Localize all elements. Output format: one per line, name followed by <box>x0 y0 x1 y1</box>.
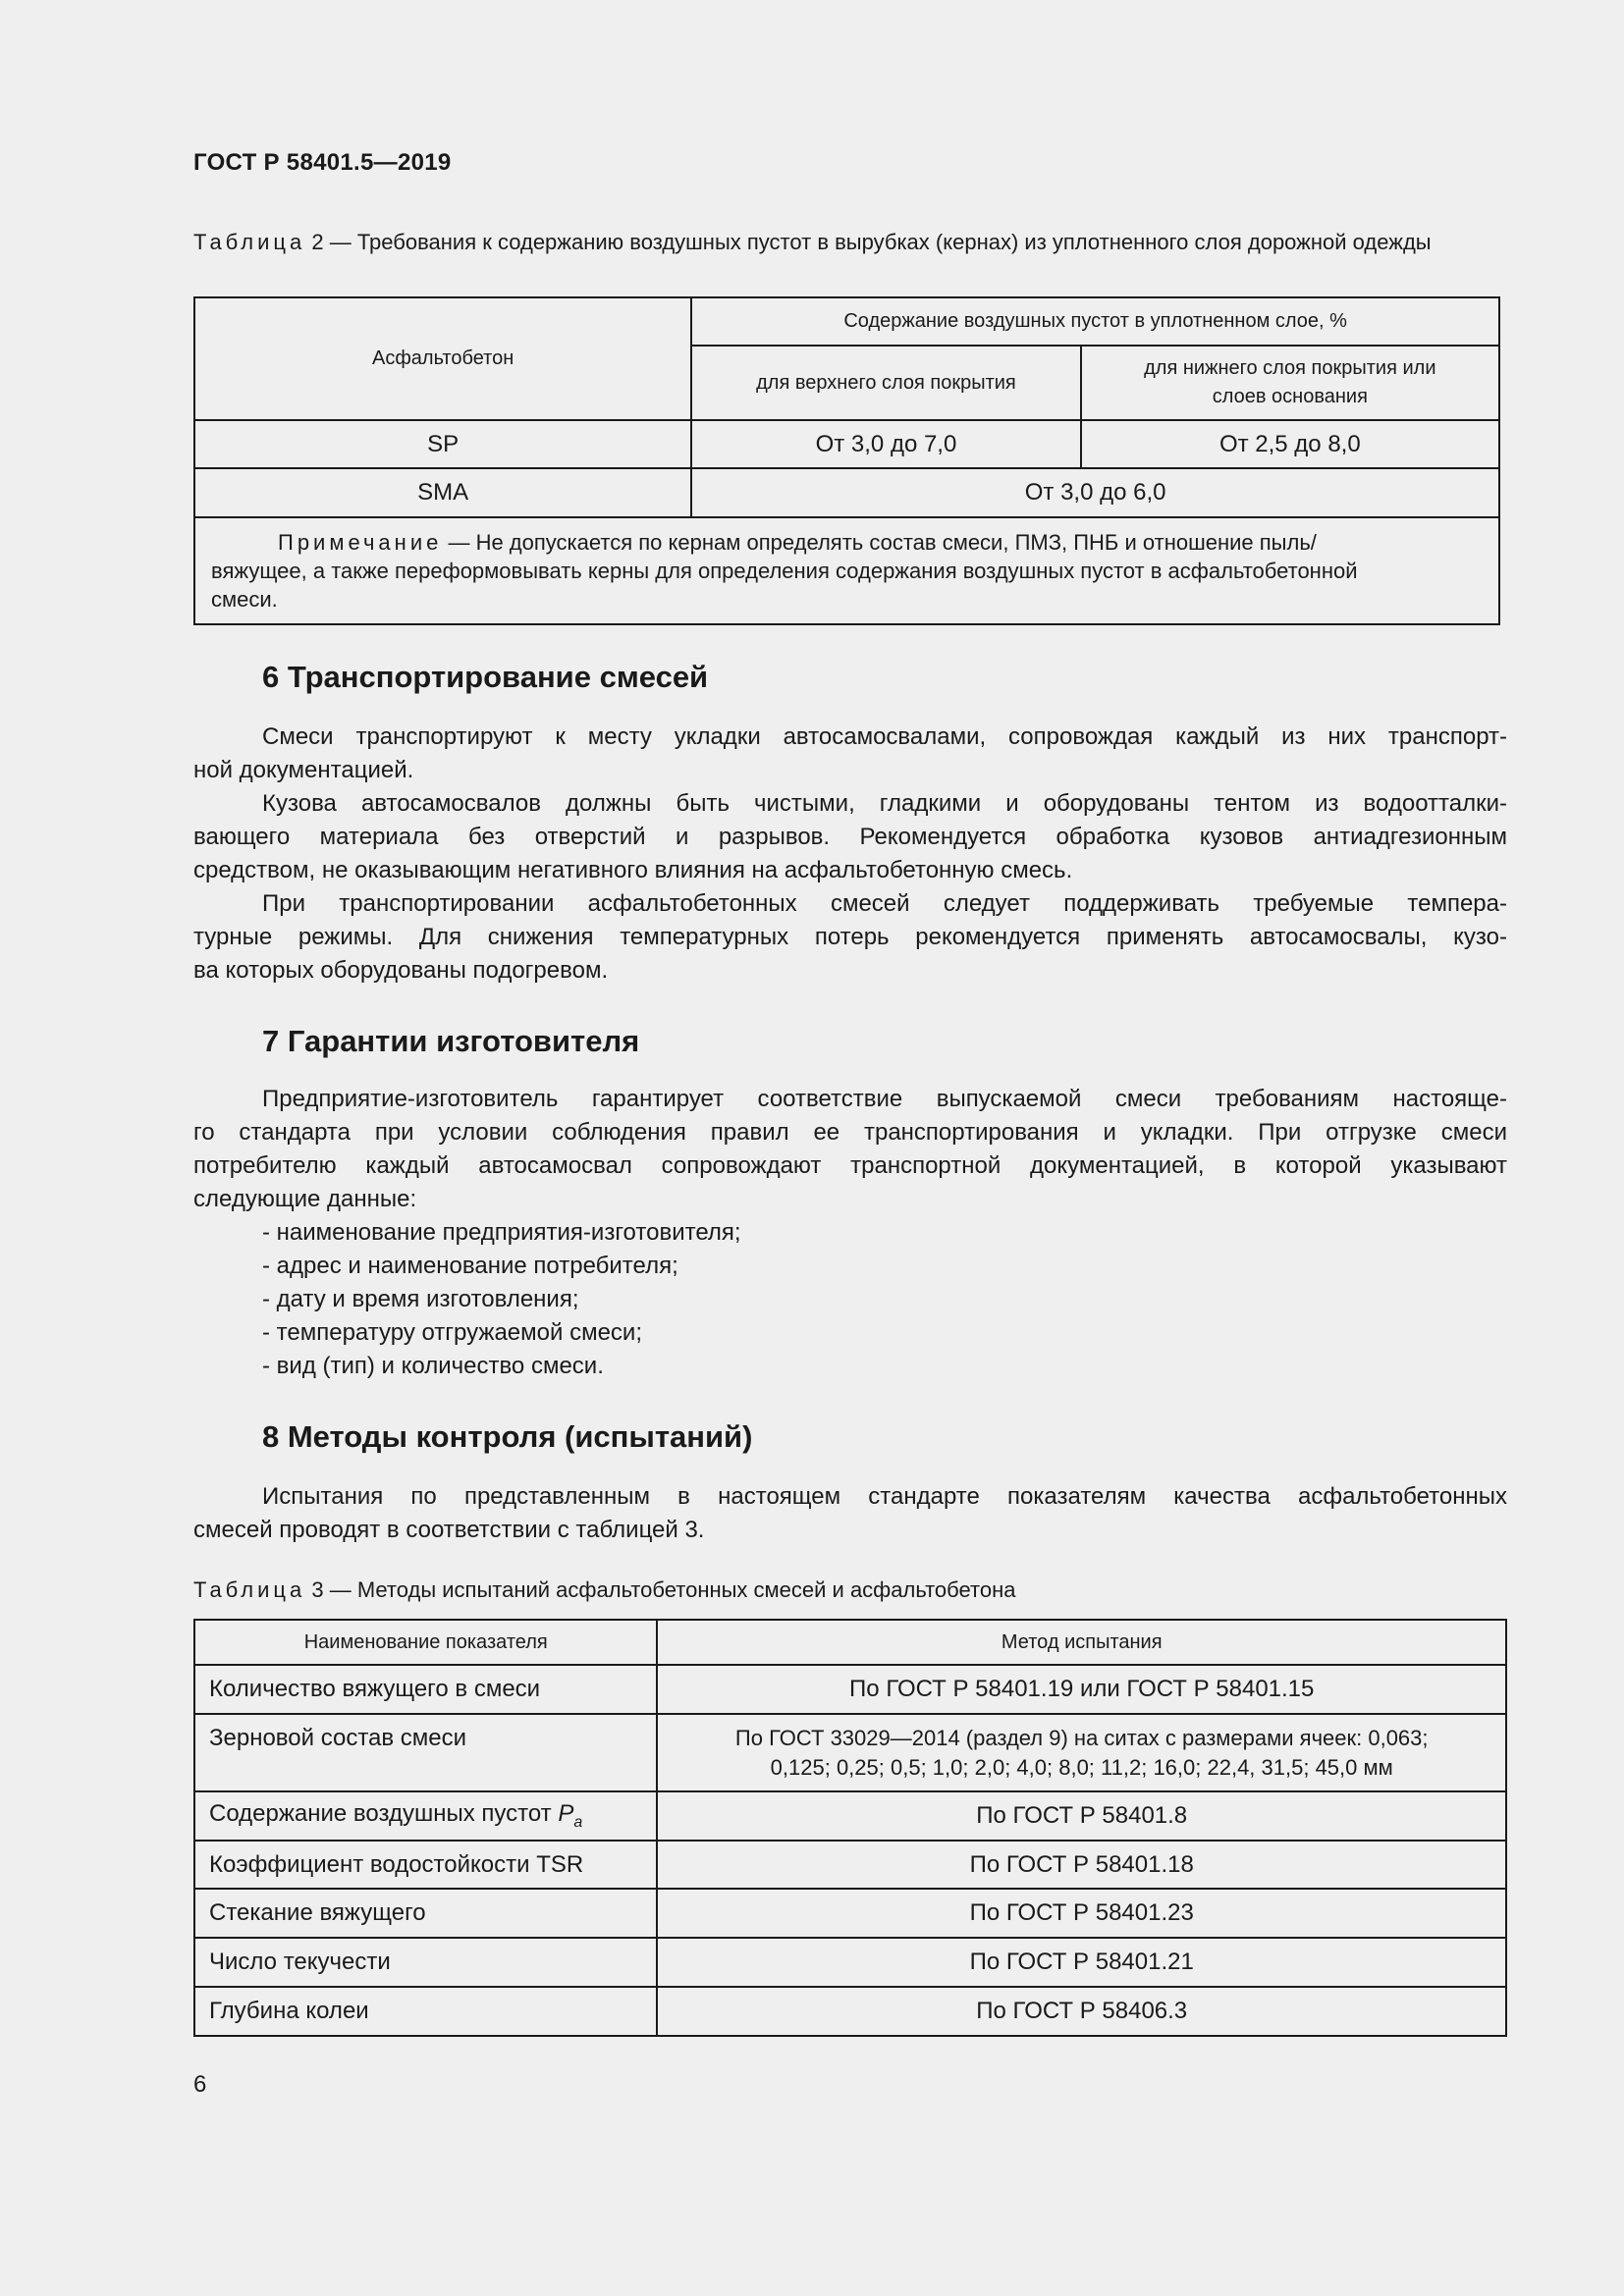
table3-cell-name: Стекание вяжущего <box>194 1889 657 1938</box>
table3 <box>193 1619 1507 2037</box>
table3-cell-method: По ГОСТ Р 58406.3 <box>657 1987 1506 2036</box>
table-row <box>194 1987 1506 2036</box>
table3-cell-method: По ГОСТ Р 58401.18 <box>657 1841 1506 1889</box>
table2-caption-prefix: Таблица <box>193 230 306 254</box>
table-row <box>194 468 1499 517</box>
paragraph-line: вающего материала без отверстий и разрывов. Рекомендуется обработка кузовов антиадгезионным <box>193 824 1507 850</box>
table3-header-method: Метод испытания <box>657 1620 1506 1665</box>
paragraph-line: следующие данные: <box>193 1186 417 1212</box>
table2 <box>193 296 1500 625</box>
table3-cell-method: По ГОСТ Р 58401.19 или ГОСТ Р 58401.15 <box>657 1665 1506 1714</box>
table2-cell-top: От 3,0 до 7,0 <box>691 420 1080 468</box>
table-row <box>194 1889 1506 1938</box>
table3-cell-method-line2: 0,125; 0,25; 0,5; 1,0; 2,0; 4,0; 8,0; 11,2; 16,0; 22,4, 31,5; 45,0 мм <box>770 1754 1393 1780</box>
paragraph-line: потребителю каждый автосамосвал сопровождают транспортной документацией, в которой указывают <box>193 1152 1507 1179</box>
table2-cell-bottom: От 2,5 до 8,0 <box>1081 420 1499 468</box>
table-row <box>194 1714 1506 1791</box>
table2-header-bottom <box>1081 346 1499 420</box>
symbol-subscript-a: a <box>573 1813 583 1831</box>
table3-cell-method-line1: По ГОСТ 33029—2014 (раздел 9) на ситах с размерами ячеек: 0,063; <box>734 1725 1429 1750</box>
paragraph-line: ва которых оборудованы подогревом. <box>193 957 609 984</box>
table3-cell-name <box>194 1791 657 1841</box>
section6-body <box>193 721 1507 988</box>
paragraph-line: турные режимы. Для снижения температурных потерь рекомендуется применять автосамосвалы, кузо- <box>193 924 1507 950</box>
table3-caption-prefix: Таблица <box>193 1577 306 1602</box>
table2-header-asphalt: Асфальтобетон <box>194 297 691 420</box>
table2-header-group: Содержание воздушных пустот в уплотненном слое, % <box>691 297 1499 346</box>
table-row <box>194 1791 1506 1841</box>
document-header: ГОСТ Р 58401.5—2019 <box>193 149 452 176</box>
section6-title: 6 Транспортирование смесей <box>262 660 709 694</box>
table3-cell-method <box>657 1714 1506 1791</box>
symbol-p: P <box>558 1800 574 1828</box>
section7-list <box>262 1216 741 1383</box>
table2-header-bottom-line1: для нижнего слоя покрытия или <box>1144 357 1436 379</box>
table2-note-line3: смеси. <box>211 587 278 612</box>
list-item: - температуру отгружаемой смеси; <box>262 1319 642 1346</box>
table-row <box>194 420 1499 468</box>
paragraph-line: Предприятие-изготовитель гарантирует соответствие выпускаемой смеси требованиям настояще- <box>262 1086 1507 1112</box>
list-item: - вид (тип) и количество смеси. <box>262 1353 604 1379</box>
table-row <box>194 1938 1506 1987</box>
table3-cell-name: Количество вяжущего в смеси <box>194 1665 657 1714</box>
paragraph-line: Испытания по представленным в настоящем стандарте показателям качества асфальтобетонных <box>262 1483 1507 1510</box>
table2-header-bottom-line2: слоев основания <box>1212 386 1368 407</box>
table3-cell-name: Зерновой состав смеси <box>194 1714 657 1791</box>
paragraph-line: ной документацией. <box>193 757 414 783</box>
table2-cell-name: SP <box>194 420 691 468</box>
table2-note-line2: вяжущее, а также переформовывать керны для определения содержания воздушных пустот в асфальтобетонной <box>211 559 1358 583</box>
section8-body <box>193 1480 1507 1547</box>
table2-note <box>194 517 1499 624</box>
section8-title: 8 Методы контроля (испытаний) <box>262 1419 753 1454</box>
paragraph-line: Смеси транспортируют к месту укладки автосамосвалами, сопровождая каждый из них транспорт- <box>262 723 1507 750</box>
table3-caption-text: 3 — Методы испытаний асфальтобетонных смесей и асфальтобетона <box>305 1577 1016 1602</box>
paragraph-line: При транспортировании асфальтобетонных смесей следует поддерживать требуемые темпера- <box>262 890 1507 917</box>
table3-cell-name: Число текучести <box>194 1938 657 1987</box>
table2-header-top: для верхнего слоя покрытия <box>691 346 1080 420</box>
list-item: - адрес и наименование потребителя; <box>262 1253 678 1279</box>
table3-cell-method: По ГОСТ Р 58401.8 <box>657 1791 1506 1841</box>
list-item: - наименование предприятия-изготовителя; <box>262 1219 741 1246</box>
table2-caption-text: 2 — Требования к содержанию воздушных пустот в вырубках (кернах) из уплотненного слоя дорожной одежды <box>305 230 1432 254</box>
paragraph-line: го стандарта при условии соблюдения правил ее транспортирования и укладки. При отгрузке смеси <box>193 1119 1507 1146</box>
table3-cell-name-text: Содержание воздушных пустот <box>209 1800 559 1828</box>
table3-cell-name: Глубина колеи <box>194 1987 657 2036</box>
table3-caption <box>193 1575 1507 1604</box>
table2-caption <box>193 228 1507 256</box>
table2-cell-name: SMA <box>194 468 691 517</box>
table3-cell-name: Коэффициент водостойкости TSR <box>194 1841 657 1889</box>
table3-cell-method: По ГОСТ Р 58401.21 <box>657 1938 1506 1987</box>
table2-note-text1: — Не допускается по кернам определять состав смеси, ПМЗ, ПНБ и отношение пыль/ <box>442 530 1317 555</box>
page-number: 6 <box>193 2071 207 2098</box>
table3-cell-method: По ГОСТ Р 58401.23 <box>657 1889 1506 1938</box>
paragraph-line: средством, не оказывающим негативного влияния на асфальтобетонную смесь. <box>193 857 1073 883</box>
paragraph-line: Кузова автосамосвалов должны быть чистыми, гладкими и оборудованы тентом из водоотталки- <box>262 790 1507 817</box>
table2-note-line1 <box>211 528 1483 557</box>
table2-note-prefix: Примечание <box>278 530 443 555</box>
table-row <box>194 1665 1506 1714</box>
table2-cell-merged: От 3,0 до 6,0 <box>691 468 1499 517</box>
paragraph-line: смесей проводят в соответствии с таблицей 3. <box>193 1517 705 1543</box>
table3-header-name: Наименование показателя <box>194 1620 657 1665</box>
section7-body <box>193 1083 1507 1216</box>
section7-title: 7 Гарантии изготовителя <box>262 1024 640 1058</box>
table-row <box>194 1841 1506 1889</box>
list-item: - дату и время изготовления; <box>262 1286 579 1312</box>
